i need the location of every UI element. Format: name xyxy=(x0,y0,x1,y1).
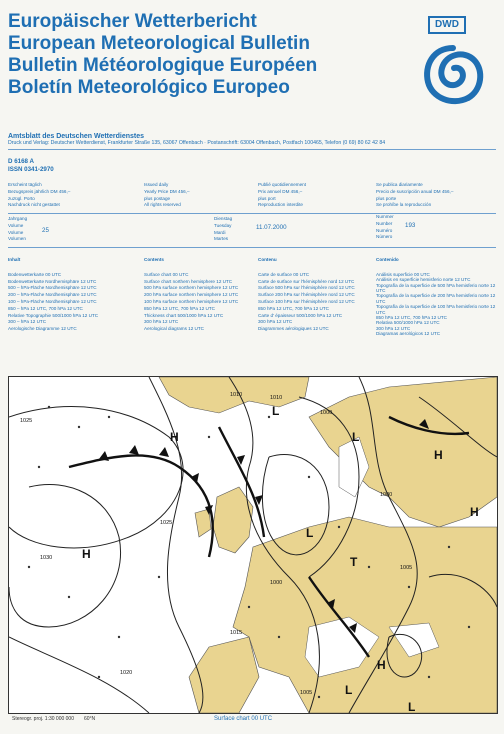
amtsblatt-line: Druck und Verlag: Deutscher Wetterdienst, Frankfurter Straße 135, 63067 Offenbach · Postanschrift: 63004 Offenbach, Postfach 100465, Telefon (0 69) 80 62 42 84 xyxy=(8,140,386,146)
pub-line: Publié quotidiennement xyxy=(258,182,307,187)
contents-item: Carte de surface 00 UTC xyxy=(258,271,310,277)
contents-item: Relativa 500/1000 hPa 12 UTC xyxy=(376,320,440,326)
contents-heading: Contenu xyxy=(258,257,277,262)
low-pressure-center: L xyxy=(345,683,353,697)
contents-item: Surface 200 hPa sur l'hémisphère nord 12 UTC xyxy=(258,292,355,298)
contents-item: Surface 100 hPa sur l'hémisphère nord 12 UTC xyxy=(258,298,355,304)
contents-item: Bodenwetterkarte Nordhemisphäre 12 UTC xyxy=(8,278,97,284)
low-pressure-center: L xyxy=(408,700,416,714)
contents-item: 300 hPa 12 UTC xyxy=(376,325,411,331)
number-label: Number xyxy=(376,220,393,226)
number-labels xyxy=(376,214,394,241)
issue-number: 193 xyxy=(405,222,416,229)
day-label: Martes xyxy=(214,236,229,242)
pressure-label: 1015 xyxy=(230,630,243,636)
contents-en xyxy=(144,257,252,333)
projection-label: Stereogr. proj. 1:30 000 000 xyxy=(12,716,74,722)
contents-es xyxy=(376,257,496,337)
pub-line: Reproduction interdite xyxy=(258,202,303,208)
pub-line: Se prohíbe la reproducción xyxy=(376,202,432,208)
surface-weather-map-svg xyxy=(9,377,497,713)
high-pressure-center: H xyxy=(470,505,479,519)
contents-item: Carte d' épaisseur 500/1000 hPa 12 UTC xyxy=(258,312,343,318)
contents-item: Topografía de la superficie de 100 hPa hemisferio norte 12 UTC xyxy=(376,304,496,315)
pressure-label: 1030 xyxy=(40,555,53,561)
day-labels xyxy=(214,216,232,243)
number-label: Nummer xyxy=(376,214,394,219)
code-id: D 6168 A xyxy=(8,158,34,165)
publication-fr xyxy=(258,182,306,209)
title-es: Boletín Meteorológico Europeo xyxy=(8,77,290,98)
contents-item: Relative Topographie 500/1000 hPa 12 UTC xyxy=(8,312,99,318)
title-en: European Meteorological Bulletin xyxy=(8,33,310,54)
high-pressure-center: H xyxy=(434,448,443,462)
contents-heading: Contenido xyxy=(376,257,399,262)
contents-item: Bodenwetterkarte 00 UTC xyxy=(8,271,62,277)
publication-es xyxy=(376,182,453,209)
issn-id: ISSN 0341-2970 xyxy=(8,166,54,173)
contents-de xyxy=(8,257,136,333)
contents-item: Diagramas aerológicos 12 UTC xyxy=(376,331,441,337)
pub-line: Erscheint täglich xyxy=(8,182,42,187)
dwd-logo-text: DWD xyxy=(428,16,466,34)
pressure-label: 1000 xyxy=(270,580,283,586)
contents-heading: Inhalt xyxy=(8,257,21,262)
contents-item: 850 hPa 12 UTC, 700 hPa 12 UTC xyxy=(258,305,329,311)
publication-de xyxy=(8,182,70,209)
dwd-logo xyxy=(418,16,488,116)
contents-item: Topografía de la superficie de 500 hPa hemisferio norte 12 UTC xyxy=(376,282,496,294)
contents-item: Aerological diagrams 12 UTC xyxy=(144,326,204,332)
pub-line: Issued daily xyxy=(144,182,169,187)
contents-item: Aerologische Diagramme 12 UTC xyxy=(8,326,77,332)
contents-item: 300 hPa 12 UTC xyxy=(258,319,293,325)
pub-line: plus postage xyxy=(144,195,171,201)
surface-weather-map xyxy=(8,376,498,714)
contents-item: 850 – hPa 12 UTC, 700 hPa 12 UTC xyxy=(8,305,83,311)
pub-line: Se publica diariamente xyxy=(376,182,423,187)
high-pressure-center: H xyxy=(82,547,91,561)
pressure-label: 1000 xyxy=(320,410,333,416)
title-de: Europäischer Wetterbericht xyxy=(8,11,257,32)
number-label: Número xyxy=(376,234,393,240)
pub-line: Yearly Price DM 456,– xyxy=(144,188,190,194)
contents-item: 500 hPa surface northern hemisphere 12 UTC xyxy=(144,285,239,291)
pressure-label: 1025 xyxy=(160,520,173,526)
contents-item: 100 – hPa-Fläche Nordhemisphäre 12 UTC xyxy=(8,298,97,304)
pub-line: All rights reserved xyxy=(144,202,181,208)
day-label: Mardi xyxy=(214,229,226,235)
low-pressure-center: L xyxy=(352,430,360,444)
high-pressure-center: H xyxy=(170,430,179,444)
contents-item: 850 hPa 12 UTC, 700 hPa 12 UTC xyxy=(144,305,215,311)
contents-item: Surface 500 hPa sur l'hémisphère nord 12 UTC xyxy=(258,285,355,291)
pub-line: plus port xyxy=(258,195,276,201)
pressure-label: 1025 xyxy=(20,418,33,424)
pressure-label: 1000 xyxy=(380,492,393,498)
contents-heading: Contents xyxy=(144,257,164,262)
contents-item: 850 hPa 12 UTC, 700 hPa 12 UTC xyxy=(376,315,447,321)
contents-item: 200 – hPa-Fläche Nordhemisphäre 12 UTC xyxy=(8,292,97,298)
pressure-label: 1020 xyxy=(120,670,133,676)
pub-line: zuzügl. Porto xyxy=(8,195,35,201)
contents-item: Thickness chart 500/1000 hPa 12 UTC xyxy=(144,312,224,318)
contents-item: 200 hPa surface northern hemisphere 12 UTC xyxy=(144,292,239,298)
contents-item: Diagrammes aérologiques 12 UTC xyxy=(258,326,329,332)
map-caption: Surface chart 00 UTC xyxy=(214,716,273,722)
number-label: Numéro xyxy=(376,227,393,233)
low-pressure-center: L xyxy=(272,404,280,418)
pressure-label: 1010 xyxy=(230,392,243,398)
contents-item: 100 hPa surface northern hemisphere 12 UTC xyxy=(144,298,239,304)
day-label: Dienstag xyxy=(214,216,233,221)
contents-item: Carte de surface sur l'hémisphère nord 12 UTC xyxy=(258,278,355,284)
volume-label: Volume xyxy=(8,229,24,235)
contents-item: Surface chart northern hemisphere 12 UTC xyxy=(144,278,233,284)
pub-line: Prix annuel DM 456,– xyxy=(258,188,303,194)
pub-line: Bezugspreis jährlich DM 456,– xyxy=(8,188,71,194)
volume-labels xyxy=(8,216,27,243)
volume-label: Volumen xyxy=(8,236,26,242)
volume-label: Jahrgang xyxy=(8,216,28,221)
contents-item: Análisis superficie 00 UTC xyxy=(376,271,430,277)
contents-item: 500 – hPa-Fläche Nordhemisphäre 12 UTC xyxy=(8,285,97,291)
contents-item: 300 – hPa 12 UTC xyxy=(8,319,47,325)
contents-fr xyxy=(258,257,372,333)
pub-line: Precio de suscripción anual DM 456,– xyxy=(376,188,454,194)
low-pressure-center: L xyxy=(306,526,314,540)
day-label: Tuesday xyxy=(214,222,232,228)
pressure-label: 1005 xyxy=(300,690,313,696)
volume-value: 25 xyxy=(42,227,49,234)
issue-date: 11.07.2000 xyxy=(256,224,287,231)
pub-line: Nachdruck nicht gestattet xyxy=(8,202,60,208)
dwd-swirl-logo-icon xyxy=(418,36,488,116)
volume-label: Volume xyxy=(8,222,24,228)
publication-en xyxy=(144,182,190,209)
contents-item: Análisis en superficie hemisferio norte 12 UTC xyxy=(376,277,471,283)
latitude-label: 60°N xyxy=(84,716,96,722)
contents-item: Topografía de la superficie de 200 hPa hemisferio norte 12 UTC xyxy=(376,293,496,304)
amtsblatt-title: Amtsblatt des Deutschen Wetterdienstes xyxy=(8,133,145,140)
low-pressure-center: T xyxy=(350,555,358,569)
pub-line: plus porte xyxy=(376,195,397,201)
pressure-label: 1010 xyxy=(270,395,283,401)
contents-item: 300 hPa 12 UTC xyxy=(144,319,179,325)
pressure-label: 1005 xyxy=(400,565,413,571)
title-fr: Bulletin Météorologique Européen xyxy=(8,55,318,76)
high-pressure-center: H xyxy=(377,658,386,672)
contents-item: Surface chart 00 UTC xyxy=(144,271,189,277)
